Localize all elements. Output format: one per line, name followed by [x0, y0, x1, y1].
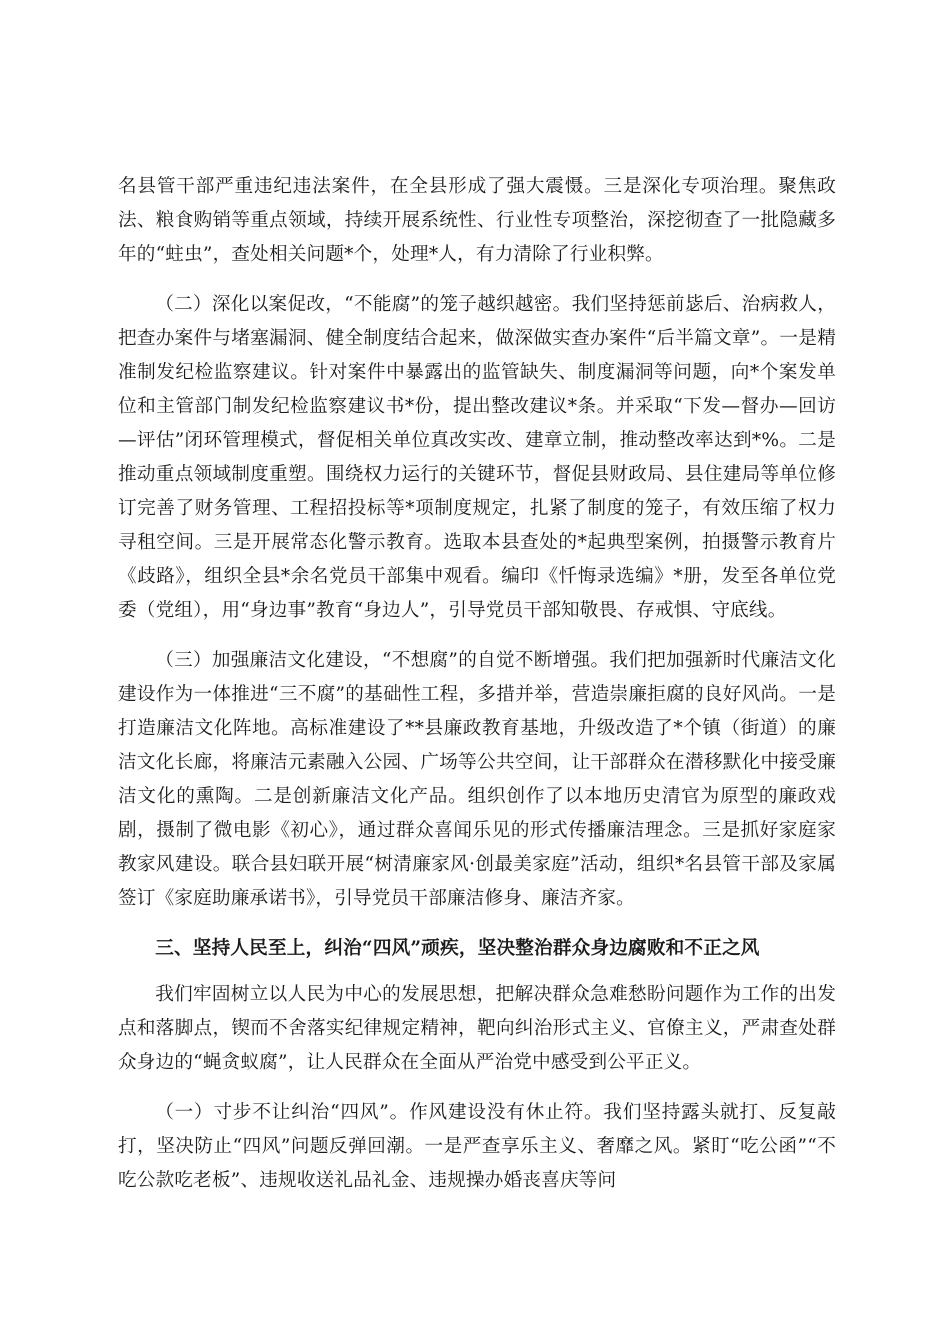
paragraph-people-first: 我们牢固树立以人民为中心的发展思想，把解决群众急难愁盼问题作为工作的出发点和落脚点，锲而不舍落实纪律规定精神，靶向纠治形式主义、官僚主义，严肃查处群众身边的“蝇贪蚁腐”，让人民群众在全面从严治党中感受到公平正义。: [118, 984, 836, 1073]
paragraph-case-reform: （二）深化以案促改，“不能腐”的笼子越织越密。我们坚持惩前毖后、治病救人，把查办案件与堵塞漏洞、健全制度结合起来，做深做实查办案件“后半篇文章”。一是精准制发纪检监察建议。针对案件中暴露出的监管缺失、制度漏洞等问题，向*个案发单位和主管部门制发纪检监察建议书*份，提出整改建议*条。并采取“下发—督办—回访—评估”闭环管理模式，督促相关单位真改实改、建章立制，推动整改率达到*%。二是推动重点领域制度重塑。围绕权力运行的关键环节，督促县财政局、县住建局等单位修订完善了财务管理、工程招投标等*项制度规定，扎紧了制度的笼子，有效压缩了权力寻租空间。三是开展常态化警示教育。选取本县查处的*起典型案例，拍摄警示教育片《歧路》，组织全县*余名党员干部集中观看。编印《忏悔录选编》*册，发至各单位党委（党组），用“身边事”教育“身边人”，引导党员干部知敬畏、存戒惧、守底线。: [118, 294, 836, 621]
paragraph-four-winds: （一）寸步不让纠治“四风”。作风建设没有休止符。我们坚持露头就打、反复敲打，坚决防止“四风”问题反弹回潮。一是严查享乐主义、奢靡之风。紧盯“吃公函”“不吃公款吃老板”、违规收送礼品礼金、违规操办婚丧喜庆等问: [118, 1102, 836, 1191]
paragraph-integrity-culture: （三）加强廉洁文化建设，“不想腐”的自觉不断增强。我们把加强新时代廉洁文化建设作为一体推进“三不腐”的基础性工程，多措并举，营造崇廉拒腐的良好风尚。一是打造廉洁文化阵地。高标准建设了**县廉政教育基地，升级改造了*个镇（街道）的廉洁文化长廊，将廉洁元素融入公园、广场等公共空间，让干部群众在潜移默化中接受廉洁文化的熏陶。二是创新廉洁文化产品。组织创作了以本地历史清官为原型的廉政戏剧，摄制了微电影《初心》，通过群众喜闻乐见的形式传播廉洁理念。三是抓好家庭家教家风建设。联合县妇联开展“树清廉家风·创最美家庭”活动，组织*名县管干部及家属签订《家庭助廉承诺书》，引导党员干部廉洁修身、廉洁齐家。: [118, 650, 836, 909]
document-body: [118, 170, 836, 1214]
section-heading-three: 三、坚持人民至上，纠治“四风”顽疾，坚决整治群众身边腐败和不正之风: [155, 938, 760, 959]
paragraph-continuation: 名县管干部严重违纪违法案件，在全县形成了强大震慑。三是深化专项治理。聚焦政法、粮食购销等重点领域，持续开展系统性、行业性专项整治，深挖彻查了一批隐藏多年的“蛀虫”，查处相关问题*个，处理*人，有力清除了行业积弊。: [118, 176, 836, 265]
